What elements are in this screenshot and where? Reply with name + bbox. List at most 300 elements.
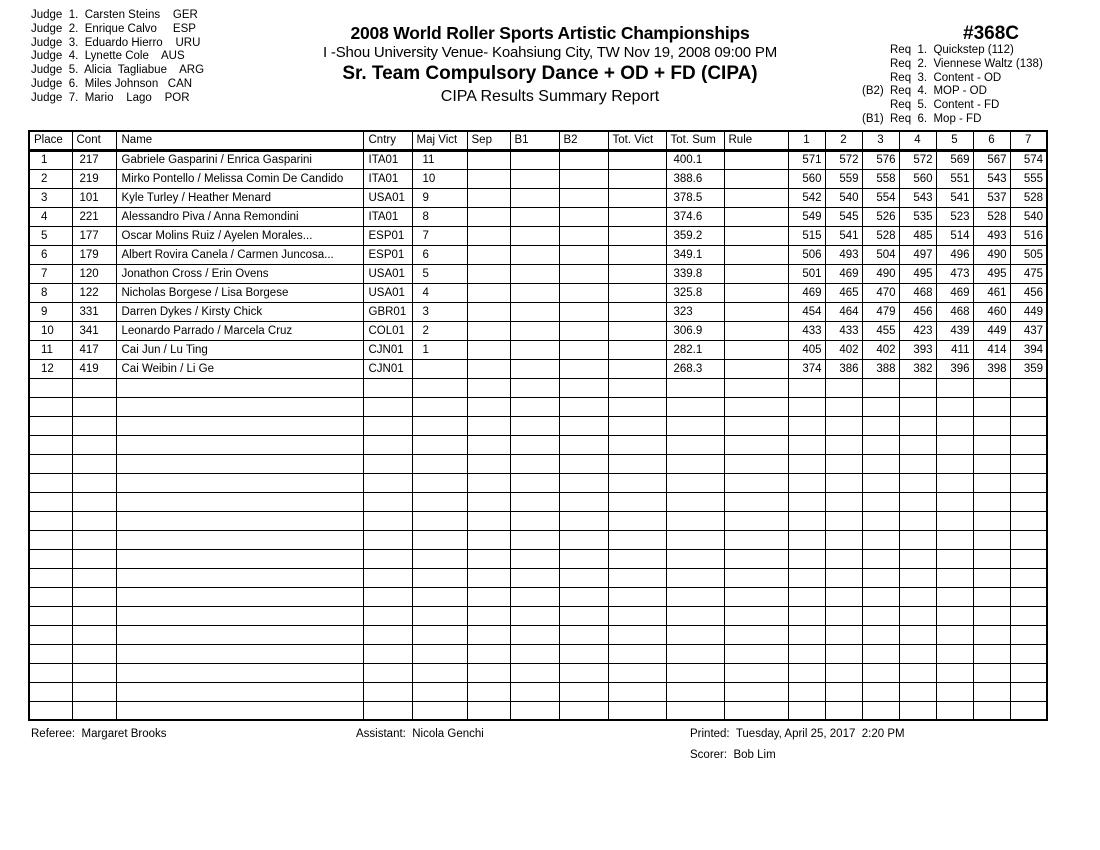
empty-cell bbox=[825, 682, 862, 701]
cell-judge-4: 423 bbox=[899, 321, 936, 340]
empty-cell bbox=[973, 606, 1010, 625]
empty-cell bbox=[29, 606, 72, 625]
empty-cell bbox=[666, 606, 724, 625]
empty-cell bbox=[724, 511, 788, 530]
cell-cntry: USA01 bbox=[363, 264, 412, 283]
empty-cell bbox=[825, 587, 862, 606]
cell-judge-1: 374 bbox=[788, 359, 825, 378]
cell-rule bbox=[724, 207, 788, 226]
cell-b1 bbox=[510, 340, 559, 359]
empty-cell bbox=[29, 416, 72, 435]
empty-cell bbox=[363, 587, 412, 606]
empty-cell bbox=[936, 473, 973, 492]
cell-sep bbox=[467, 169, 510, 188]
cell-judge-2: 572 bbox=[825, 150, 862, 169]
cell-judge-5: 541 bbox=[936, 188, 973, 207]
cell-rule bbox=[724, 169, 788, 188]
empty-cell bbox=[363, 416, 412, 435]
empty-row bbox=[29, 435, 1047, 454]
empty-cell bbox=[116, 511, 363, 530]
empty-cell bbox=[559, 663, 608, 682]
empty-cell bbox=[666, 378, 724, 397]
cell-name: Gabriele Gasparini / Enrica Gasparini bbox=[116, 150, 363, 169]
cell-tot-vict bbox=[608, 188, 666, 207]
cell-cntry: GBR01 bbox=[363, 302, 412, 321]
empty-cell bbox=[936, 416, 973, 435]
empty-cell bbox=[936, 492, 973, 511]
cell-judge-6: 398 bbox=[973, 359, 1010, 378]
empty-cell bbox=[467, 663, 510, 682]
empty-cell bbox=[788, 378, 825, 397]
empty-cell bbox=[936, 549, 973, 568]
empty-cell bbox=[899, 644, 936, 663]
cell-judge-5: 473 bbox=[936, 264, 973, 283]
report-title: CIPA Results Summary Report bbox=[440, 88, 660, 105]
empty-cell bbox=[862, 549, 899, 568]
cell-tot-vict bbox=[608, 302, 666, 321]
empty-cell bbox=[72, 397, 116, 416]
empty-cell bbox=[363, 682, 412, 701]
requirement-line: Req 1. Quickstep (112) bbox=[890, 44, 1014, 56]
empty-cell bbox=[899, 511, 936, 530]
empty-cell bbox=[412, 397, 467, 416]
empty-row bbox=[29, 492, 1047, 511]
empty-cell bbox=[666, 492, 724, 511]
empty-cell bbox=[862, 625, 899, 644]
empty-cell bbox=[29, 435, 72, 454]
cell-cont: 341 bbox=[72, 321, 116, 340]
cell-judge-6: 567 bbox=[973, 150, 1010, 169]
empty-cell bbox=[72, 606, 116, 625]
cell-cont: 221 bbox=[72, 207, 116, 226]
column-header-judge-2: 2 bbox=[825, 131, 862, 150]
column-header-cont: Cont bbox=[72, 131, 116, 150]
cell-judge-7: 505 bbox=[1010, 245, 1047, 264]
empty-cell bbox=[724, 473, 788, 492]
cell-judge-6: 495 bbox=[973, 264, 1010, 283]
cell-judge-3: 528 bbox=[862, 226, 899, 245]
empty-cell bbox=[510, 682, 559, 701]
empty-cell bbox=[116, 416, 363, 435]
empty-cell bbox=[936, 378, 973, 397]
empty-cell bbox=[510, 644, 559, 663]
cell-tot-vict bbox=[608, 169, 666, 188]
empty-cell bbox=[862, 416, 899, 435]
cell-cntry: USA01 bbox=[363, 283, 412, 302]
cell-place: 6 bbox=[29, 245, 72, 264]
empty-cell bbox=[412, 549, 467, 568]
empty-cell bbox=[116, 378, 363, 397]
cell-tot-vict bbox=[608, 226, 666, 245]
requirement-line: (B2) Req 4. MOP - OD bbox=[862, 85, 987, 98]
empty-cell bbox=[862, 492, 899, 511]
empty-cell bbox=[467, 701, 510, 720]
empty-cell bbox=[788, 587, 825, 606]
cell-b1 bbox=[510, 150, 559, 169]
column-header-judge-7: 7 bbox=[1010, 131, 1047, 150]
empty-cell bbox=[973, 454, 1010, 473]
empty-cell bbox=[825, 492, 862, 511]
cell-b2 bbox=[559, 245, 608, 264]
empty-cell bbox=[899, 682, 936, 701]
empty-cell bbox=[936, 682, 973, 701]
event-number: #368C bbox=[963, 23, 1019, 44]
empty-cell bbox=[788, 473, 825, 492]
empty-cell bbox=[788, 644, 825, 663]
empty-cell bbox=[559, 511, 608, 530]
empty-cell bbox=[899, 397, 936, 416]
empty-cell bbox=[899, 587, 936, 606]
cell-judge-4: 495 bbox=[899, 264, 936, 283]
empty-row bbox=[29, 682, 1047, 701]
cell-tot-vict bbox=[608, 283, 666, 302]
empty-cell bbox=[899, 435, 936, 454]
cell-cntry: COL01 bbox=[363, 321, 412, 340]
empty-cell bbox=[608, 568, 666, 587]
empty-cell bbox=[825, 625, 862, 644]
cell-b2 bbox=[559, 359, 608, 378]
cell-tot-vict bbox=[608, 340, 666, 359]
cell-place: 12 bbox=[29, 359, 72, 378]
cell-maj-vict bbox=[412, 359, 467, 378]
cell-tot-sum: 400.1 bbox=[666, 150, 724, 169]
cell-judge-3: 504 bbox=[862, 245, 899, 264]
empty-cell bbox=[788, 454, 825, 473]
empty-cell bbox=[467, 416, 510, 435]
empty-cell bbox=[363, 568, 412, 587]
cell-judge-3: 455 bbox=[862, 321, 899, 340]
cell-place: 9 bbox=[29, 302, 72, 321]
empty-cell bbox=[510, 492, 559, 511]
empty-cell bbox=[788, 663, 825, 682]
empty-cell bbox=[510, 511, 559, 530]
cell-judge-6: 528 bbox=[973, 207, 1010, 226]
empty-cell bbox=[973, 663, 1010, 682]
cell-judge-4: 382 bbox=[899, 359, 936, 378]
empty-row bbox=[29, 568, 1047, 587]
empty-cell bbox=[825, 435, 862, 454]
event-title: Sr. Team Compulsory Dance + OD + FD (CIPA) bbox=[342, 63, 758, 84]
empty-cell bbox=[467, 511, 510, 530]
empty-cell bbox=[899, 663, 936, 682]
empty-cell bbox=[29, 473, 72, 492]
cell-b2 bbox=[559, 169, 608, 188]
cell-judge-7: 394 bbox=[1010, 340, 1047, 359]
empty-cell bbox=[666, 473, 724, 492]
empty-cell bbox=[666, 435, 724, 454]
cell-maj-vict: 3 bbox=[412, 302, 467, 321]
empty-cell bbox=[973, 511, 1010, 530]
empty-cell bbox=[724, 606, 788, 625]
empty-cell bbox=[559, 378, 608, 397]
empty-cell bbox=[72, 454, 116, 473]
empty-cell bbox=[1010, 701, 1047, 720]
empty-cell bbox=[363, 397, 412, 416]
cell-tot-sum: 306.9 bbox=[666, 321, 724, 340]
empty-cell bbox=[825, 416, 862, 435]
empty-cell bbox=[412, 625, 467, 644]
cell-place: 2 bbox=[29, 169, 72, 188]
report-header bbox=[270, 22, 830, 108]
empty-cell bbox=[788, 682, 825, 701]
cell-tot-vict bbox=[608, 359, 666, 378]
cell-judge-4: 485 bbox=[899, 226, 936, 245]
cell-judge-5: 523 bbox=[936, 207, 973, 226]
empty-cell bbox=[1010, 625, 1047, 644]
cell-tot-sum: 282.1 bbox=[666, 340, 724, 359]
empty-cell bbox=[510, 701, 559, 720]
empty-cell bbox=[666, 454, 724, 473]
table-row bbox=[29, 245, 1047, 264]
cell-rule bbox=[724, 321, 788, 340]
cell-sep bbox=[467, 188, 510, 207]
empty-cell bbox=[973, 568, 1010, 587]
cell-cont: 101 bbox=[72, 188, 116, 207]
empty-cell bbox=[467, 473, 510, 492]
empty-cell bbox=[862, 701, 899, 720]
cell-b2 bbox=[559, 207, 608, 226]
cell-tot-sum: 388.6 bbox=[666, 169, 724, 188]
empty-cell bbox=[510, 454, 559, 473]
cell-judge-6: 461 bbox=[973, 283, 1010, 302]
empty-cell bbox=[363, 492, 412, 511]
empty-cell bbox=[724, 587, 788, 606]
empty-cell bbox=[724, 568, 788, 587]
empty-cell bbox=[412, 568, 467, 587]
requirement-line: Req 3. Content - OD bbox=[890, 71, 1002, 84]
empty-cell bbox=[608, 625, 666, 644]
column-header-place: Place bbox=[29, 131, 72, 150]
empty-cell bbox=[72, 682, 116, 701]
empty-cell bbox=[72, 416, 116, 435]
cell-name: Cai Jun / Lu Ting bbox=[116, 340, 363, 359]
cell-b2 bbox=[559, 150, 608, 169]
cell-sep bbox=[467, 264, 510, 283]
empty-cell bbox=[412, 454, 467, 473]
empty-cell bbox=[724, 682, 788, 701]
cell-judge-4: 393 bbox=[899, 340, 936, 359]
cell-cont: 419 bbox=[72, 359, 116, 378]
empty-cell bbox=[608, 549, 666, 568]
cell-judge-1: 571 bbox=[788, 150, 825, 169]
cell-rule bbox=[724, 245, 788, 264]
cell-judge-6: 493 bbox=[973, 226, 1010, 245]
empty-row bbox=[29, 663, 1047, 682]
empty-cell bbox=[936, 606, 973, 625]
cell-judge-3: 479 bbox=[862, 302, 899, 321]
empty-cell bbox=[363, 473, 412, 492]
empty-cell bbox=[412, 663, 467, 682]
empty-cell bbox=[116, 663, 363, 682]
empty-cell bbox=[29, 587, 72, 606]
empty-cell bbox=[1010, 492, 1047, 511]
empty-cell bbox=[412, 644, 467, 663]
empty-cell bbox=[363, 378, 412, 397]
empty-cell bbox=[899, 473, 936, 492]
cell-judge-2: 433 bbox=[825, 321, 862, 340]
empty-cell bbox=[666, 549, 724, 568]
cell-cont: 120 bbox=[72, 264, 116, 283]
empty-cell bbox=[724, 492, 788, 511]
empty-cell bbox=[29, 568, 72, 587]
cell-judge-3: 526 bbox=[862, 207, 899, 226]
cell-rule bbox=[724, 340, 788, 359]
empty-cell bbox=[467, 644, 510, 663]
empty-cell bbox=[862, 473, 899, 492]
empty-cell bbox=[973, 435, 1010, 454]
cell-judge-2: 540 bbox=[825, 188, 862, 207]
empty-cell bbox=[724, 416, 788, 435]
cell-judge-2: 465 bbox=[825, 283, 862, 302]
cell-sep bbox=[467, 226, 510, 245]
empty-cell bbox=[116, 606, 363, 625]
empty-cell bbox=[825, 701, 862, 720]
cell-place: 1 bbox=[29, 150, 72, 169]
requirement-line: (B1) Req 6. Mop - FD bbox=[862, 112, 982, 125]
empty-cell bbox=[666, 682, 724, 701]
empty-cell bbox=[1010, 378, 1047, 397]
judge-line: Judge 7. Mario Lago POR bbox=[31, 91, 190, 104]
empty-cell bbox=[1010, 530, 1047, 549]
empty-cell bbox=[467, 492, 510, 511]
cell-cont: 331 bbox=[72, 302, 116, 321]
empty-cell bbox=[973, 530, 1010, 549]
empty-cell bbox=[72, 492, 116, 511]
empty-cell bbox=[116, 492, 363, 511]
empty-row bbox=[29, 701, 1047, 720]
empty-cell bbox=[29, 454, 72, 473]
empty-cell bbox=[608, 663, 666, 682]
cell-judge-6: 414 bbox=[973, 340, 1010, 359]
cell-tot-vict bbox=[608, 245, 666, 264]
cell-place: 3 bbox=[29, 188, 72, 207]
judge-line: Judge 5. Alicia Tagliabue ARG bbox=[31, 64, 205, 77]
empty-cell bbox=[862, 435, 899, 454]
empty-row bbox=[29, 416, 1047, 435]
empty-cell bbox=[1010, 454, 1047, 473]
empty-cell bbox=[1010, 435, 1047, 454]
empty-cell bbox=[1010, 663, 1047, 682]
cell-judge-6: 449 bbox=[973, 321, 1010, 340]
cell-tot-sum: 339.8 bbox=[666, 264, 724, 283]
empty-cell bbox=[363, 435, 412, 454]
empty-cell bbox=[608, 454, 666, 473]
cell-judge-1: 542 bbox=[788, 188, 825, 207]
empty-cell bbox=[559, 625, 608, 644]
cell-tot-vict bbox=[608, 207, 666, 226]
cell-judge-4: 560 bbox=[899, 169, 936, 188]
empty-cell bbox=[788, 606, 825, 625]
cell-b2 bbox=[559, 226, 608, 245]
empty-cell bbox=[29, 397, 72, 416]
empty-cell bbox=[363, 511, 412, 530]
empty-row bbox=[29, 454, 1047, 473]
table-row bbox=[29, 188, 1047, 207]
empty-cell bbox=[899, 378, 936, 397]
cell-b1 bbox=[510, 245, 559, 264]
empty-cell bbox=[973, 549, 1010, 568]
empty-cell bbox=[116, 549, 363, 568]
empty-cell bbox=[72, 568, 116, 587]
empty-cell bbox=[116, 625, 363, 644]
empty-row bbox=[29, 511, 1047, 530]
empty-cell bbox=[825, 530, 862, 549]
cell-maj-vict: 4 bbox=[412, 283, 467, 302]
cell-place: 8 bbox=[29, 283, 72, 302]
empty-cell bbox=[1010, 511, 1047, 530]
empty-cell bbox=[862, 606, 899, 625]
column-header-sep: Sep bbox=[467, 131, 510, 150]
empty-cell bbox=[72, 530, 116, 549]
championship-title: 2008 World Roller Sports Artistic Championships bbox=[350, 23, 750, 43]
cell-rule bbox=[724, 188, 788, 207]
cell-name: Alessandro Piva / Anna Remondini bbox=[116, 207, 363, 226]
empty-cell bbox=[467, 530, 510, 549]
empty-cell bbox=[363, 644, 412, 663]
cell-judge-1: 454 bbox=[788, 302, 825, 321]
empty-cell bbox=[510, 587, 559, 606]
cell-maj-vict: 11 bbox=[412, 150, 467, 169]
cell-judge-1: 433 bbox=[788, 321, 825, 340]
empty-cell bbox=[788, 492, 825, 511]
empty-cell bbox=[467, 454, 510, 473]
cell-judge-1: 515 bbox=[788, 226, 825, 245]
empty-cell bbox=[510, 606, 559, 625]
empty-cell bbox=[825, 511, 862, 530]
empty-cell bbox=[899, 625, 936, 644]
empty-cell bbox=[788, 530, 825, 549]
empty-cell bbox=[467, 682, 510, 701]
cell-sep bbox=[467, 302, 510, 321]
empty-cell bbox=[936, 587, 973, 606]
cell-b2 bbox=[559, 264, 608, 283]
cell-judge-2: 545 bbox=[825, 207, 862, 226]
cell-name: Mirko Pontello / Melissa Comin De Candido bbox=[116, 169, 363, 188]
empty-cell bbox=[666, 568, 724, 587]
empty-cell bbox=[1010, 416, 1047, 435]
cell-sep bbox=[467, 340, 510, 359]
cell-judge-1: 501 bbox=[788, 264, 825, 283]
empty-cell bbox=[29, 644, 72, 663]
empty-cell bbox=[559, 473, 608, 492]
cell-b2 bbox=[559, 340, 608, 359]
judge-line: Judge 2. Enrique Calvo ESP bbox=[31, 22, 196, 35]
header-row bbox=[29, 131, 1047, 150]
empty-cell bbox=[899, 454, 936, 473]
empty-cell bbox=[608, 701, 666, 720]
cell-maj-vict: 10 bbox=[412, 169, 467, 188]
empty-cell bbox=[116, 530, 363, 549]
cell-b1 bbox=[510, 207, 559, 226]
empty-cell bbox=[788, 435, 825, 454]
empty-cell bbox=[467, 625, 510, 644]
column-header-judge-6: 6 bbox=[973, 131, 1010, 150]
empty-cell bbox=[510, 549, 559, 568]
cell-rule bbox=[724, 226, 788, 245]
empty-cell bbox=[412, 416, 467, 435]
empty-cell bbox=[116, 587, 363, 606]
empty-cell bbox=[724, 701, 788, 720]
empty-row bbox=[29, 397, 1047, 416]
empty-cell bbox=[116, 682, 363, 701]
cell-judge-1: 405 bbox=[788, 340, 825, 359]
empty-cell bbox=[862, 511, 899, 530]
empty-cell bbox=[862, 644, 899, 663]
empty-cell bbox=[973, 701, 1010, 720]
cell-name: Cai Weibin / Li Ge bbox=[116, 359, 363, 378]
empty-cell bbox=[788, 549, 825, 568]
empty-cell bbox=[467, 378, 510, 397]
